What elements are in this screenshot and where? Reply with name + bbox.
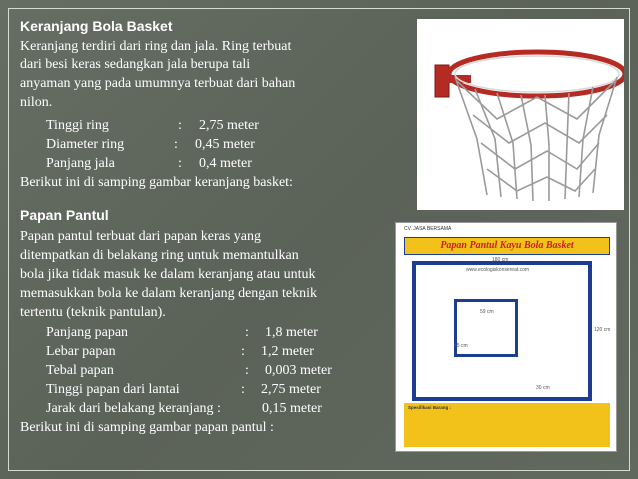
spec-label: Lebar papan: [46, 344, 116, 359]
spec-colon: :: [245, 363, 249, 378]
dim-bottom-label: 30 cm: [536, 385, 550, 391]
spec-colon: :: [178, 156, 182, 171]
section-heading-papan: Papan Pantul: [20, 207, 109, 223]
spec-value: 0,4 meter: [199, 156, 252, 171]
spec-value: 1,8 meter: [265, 325, 318, 340]
spec-value: 2,75 meter: [261, 382, 321, 397]
spec-value: 0,45 meter: [195, 137, 255, 152]
spec-label: Diameter ring: [46, 137, 125, 152]
closing-line: Berikut ini di samping gambar keranjang basket:: [20, 175, 293, 190]
spec-label: Tinggi papan dari lantai: [46, 382, 180, 397]
paragraph-line: tertentu (teknik pantulan).: [20, 305, 166, 320]
paragraph-line: anyaman yang pada umumnya terbuat dari bahan: [20, 76, 296, 91]
board-banner: Papan Pantul Kayu Bola Basket: [404, 237, 610, 255]
paragraph-line: Keranjang terdiri dari ring dan jala. Ring terbuat: [20, 39, 292, 54]
paragraph-line: memasukkan bola ke dalam keranjang dengan teknik: [20, 286, 318, 301]
spec-colon: :: [241, 382, 245, 397]
paragraph-line: ditempatkan di belakang ring untuk memantulkan: [20, 248, 299, 263]
dim-inner-label: 59 cm: [480, 309, 494, 315]
spec-label: Panjang papan: [46, 325, 129, 340]
spec-notes-box: [404, 403, 610, 447]
spec-colon: :: [245, 325, 249, 340]
hoop-illustration: [417, 19, 624, 210]
dim-inner-side-label: 45 cm: [454, 343, 468, 349]
spec-value: 1,2 meter: [261, 344, 314, 359]
paragraph-line: dari besi keras sedangkan jala berupa tali: [20, 57, 251, 72]
spec-colon: :: [178, 118, 182, 133]
company-label: CV. JASA BERSAMA: [404, 226, 452, 232]
dim-side-label: 120 cm: [594, 327, 611, 333]
spec-colon: :: [241, 344, 245, 359]
basketball-hoop-image: [417, 19, 624, 210]
paragraph-line: nilon.: [20, 95, 53, 110]
website-label: www.ecologiskonsereat.com: [466, 267, 530, 273]
spec-value: 0,15 meter: [262, 401, 322, 416]
spec-label: Tinggi ring: [46, 118, 109, 133]
dim-top-label: 180 cm: [492, 257, 509, 263]
spec-label: Tebal papan: [46, 363, 114, 378]
backboard-image: [395, 222, 617, 452]
spec-value: 2,75 meter: [199, 118, 259, 133]
notes-title: Spesifikasi Barang :: [408, 405, 452, 410]
spec-value: 0,003 meter: [265, 363, 332, 378]
spec-colon: :: [174, 137, 178, 152]
paragraph-line: Papan pantul terbuat dari papan keras yang: [20, 229, 262, 244]
spec-label: Panjang jala: [46, 156, 115, 171]
spec-label: Jarak dari belakang keranjang :: [46, 401, 221, 416]
closing-line: Berikut ini di samping gambar papan pantul :: [20, 420, 274, 435]
section-heading-keranjang: Keranjang Bola Basket: [20, 18, 173, 34]
paragraph-line: bola jika tidak masuk ke dalam keranjang atau untuk: [20, 267, 316, 282]
